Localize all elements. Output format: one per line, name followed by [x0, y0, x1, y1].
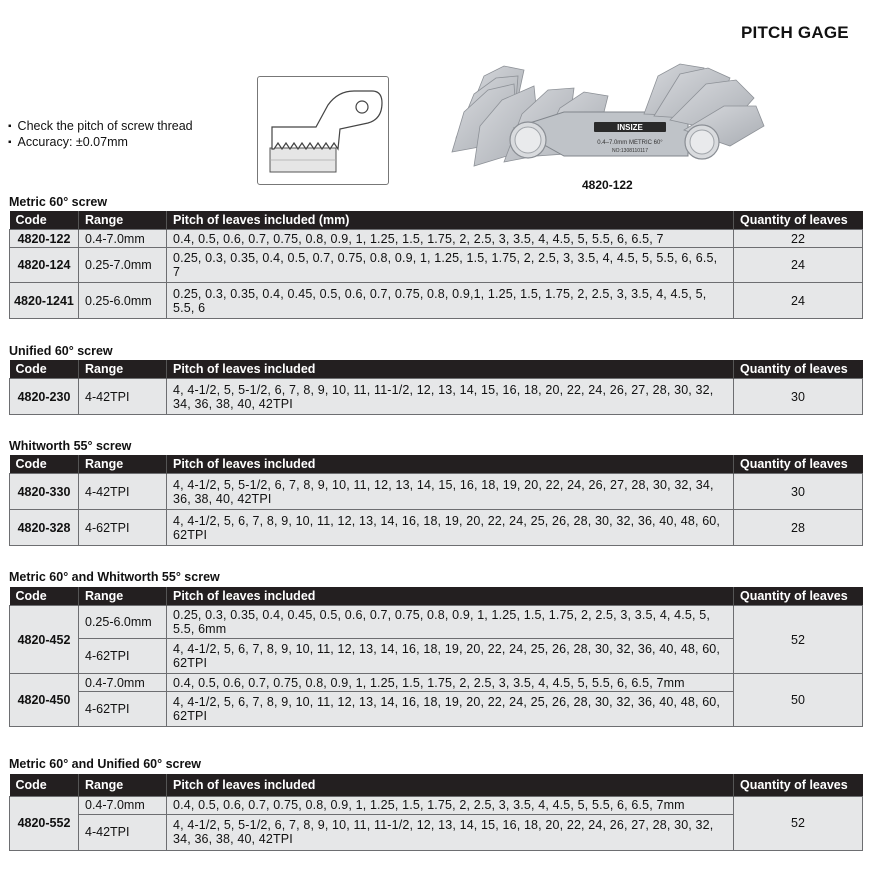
qty-cell: 24: [734, 283, 863, 319]
table-row: [10, 510, 863, 546]
column-header: Pitch of leaves included: [167, 774, 734, 796]
serial-number: NO:1308110117: [612, 148, 648, 154]
section-title: Unified 60° screw: [9, 344, 113, 358]
code-cell: 4820-450: [10, 674, 79, 727]
feature-item: ▪ Check the pitch of screw thread: [8, 119, 193, 135]
range-cell: 4-62TPI: [79, 692, 167, 727]
code-cell: 4820-1241: [10, 283, 79, 319]
qty-cell: 30: [734, 379, 863, 415]
pitch-cell: 0.25, 0.3, 0.35, 0.4, 0.45, 0.5, 0.6, 0.7, 0.75, 0.8, 0.9,1, 1.25, 1.5, 1.75, 2, 2.5, 3, 3.5, 4, 4.5, 5, 5.5, 6: [167, 283, 734, 319]
pitch-cell: 0.4, 0.5, 0.6, 0.7, 0.75, 0.8, 0.9, 1, 1.25, 1.5, 1.75, 2, 2.5, 3, 3.5, 4, 4.5, 5, 5.5, 6, 6.5, 7mm: [167, 796, 734, 814]
section-title: Metric 60° and Unified 60° screw: [9, 757, 202, 771]
column-header: Quantity of leaves: [734, 211, 863, 230]
table-row: [10, 796, 863, 814]
column-header: Code: [10, 455, 79, 474]
table-row: [10, 283, 863, 319]
feature-list: [8, 119, 193, 151]
code-cell: 4820-330: [10, 474, 79, 510]
code-cell: 4820-452: [10, 606, 79, 674]
metric-whitworth-table: [9, 587, 863, 727]
qty-cell: 22: [734, 230, 863, 248]
range-cell: 0.4-7.0mm: [79, 796, 167, 814]
qty-cell: 52: [734, 606, 863, 674]
range-cell: 0.25-6.0mm: [79, 606, 167, 639]
table-row: [10, 379, 863, 415]
code-cell: 4820-552: [10, 796, 79, 850]
table-header-row: [10, 211, 863, 230]
whitworth-table: [9, 455, 863, 546]
page-title: PITCH GAGE: [741, 23, 849, 42]
table-row: [10, 474, 863, 510]
column-header: Quantity of leaves: [734, 587, 863, 606]
column-header: Quantity of leaves: [734, 360, 863, 379]
table-header-row: [10, 774, 863, 796]
table-header-row: [10, 587, 863, 606]
table-row: [10, 230, 863, 248]
code-cell: 4820-122: [10, 230, 79, 248]
pitch-cell: 0.4, 0.5, 0.6, 0.7, 0.75, 0.8, 0.9, 1, 1.25, 1.5, 1.75, 2, 2.5, 3, 3.5, 4, 4.5, 5, 5.5, 6, 6.5, 7mm: [167, 674, 734, 692]
range-cell: 0.4-7.0mm: [79, 230, 167, 248]
column-header: Code: [10, 774, 79, 796]
table-header-row: [10, 455, 863, 474]
column-header: Range: [79, 211, 167, 230]
range-cell: 4-62TPI: [79, 639, 167, 674]
table-row: [10, 674, 863, 692]
column-header: Code: [10, 211, 79, 230]
feature-item: ▪ Accuracy: ±0.07mm: [8, 135, 193, 151]
qty-cell: 50: [734, 674, 863, 727]
table-row: [10, 248, 863, 283]
qty-cell: 24: [734, 248, 863, 283]
pitch-cell: 4, 4-1/2, 5, 6, 7, 8, 9, 10, 11, 12, 13, 14, 16, 18, 19, 20, 22, 24, 25, 26, 28, 30, 32, 36, 40, 48, 60, 62TPI: [167, 510, 734, 546]
column-header: Code: [10, 587, 79, 606]
table-header-row: [10, 360, 863, 379]
range-cell: 4-42TPI: [79, 379, 167, 415]
range-cell: 4-62TPI: [79, 510, 167, 546]
pitch-cell: 0.25, 0.3, 0.35, 0.4, 0.5, 0.7, 0.75, 0.8, 0.9, 1, 1.25, 1.5, 1.75, 2, 2.5, 3, 3.5, 4, 4.5, 5, 5.5, 6, 6.5, 7: [167, 248, 734, 283]
qty-cell: 30: [734, 474, 863, 510]
pitch-cell: 4, 4-1/2, 5, 5-1/2, 6, 7, 8, 9, 10, 11, 12, 13, 14, 15, 16, 18, 19, 20, 22, 24, 26, 27, 28, 30, 32, 34, 36, 38, 40, 42TPI: [167, 474, 734, 510]
range-cell: 0.25-7.0mm: [79, 248, 167, 283]
pitch-gage-photo: [444, 56, 774, 180]
usage-diagram: [257, 76, 389, 185]
pitch-cell: 4, 4-1/2, 5, 6, 7, 8, 9, 10, 11, 12, 13, 14, 16, 18, 19, 20, 22, 24, 25, 26, 28, 30, 32, 36, 40, 48, 60, 62TPI: [167, 692, 734, 727]
column-header: Range: [79, 587, 167, 606]
pitch-cell: 0.25, 0.3, 0.35, 0.4, 0.45, 0.5, 0.6, 0.7, 0.75, 0.8, 0.9, 1, 1.25, 1.5, 1.75, 2, 2.5, 3, 3.5, 4, 4.5, 5, 5.5, 6mm: [167, 606, 734, 639]
column-header: Quantity of leaves: [734, 774, 863, 796]
brand-logo: INSIZE: [617, 123, 643, 132]
code-cell: 4820-230: [10, 379, 79, 415]
photo-caption: 4820-122: [582, 178, 633, 192]
column-header: Pitch of leaves included: [167, 455, 734, 474]
qty-cell: 52: [734, 796, 863, 850]
column-header: Code: [10, 360, 79, 379]
column-header: Range: [79, 360, 167, 379]
pitch-cell: 0.4, 0.5, 0.6, 0.7, 0.75, 0.8, 0.9, 1, 1.25, 1.5, 1.75, 2, 2.5, 3, 3.5, 4, 4.5, 5, 5.5, 6, 6.5, 7: [167, 230, 734, 248]
column-header: Range: [79, 455, 167, 474]
pitch-cell: 4, 4-1/2, 5, 5-1/2, 6, 7, 8, 9, 10, 11, 11-1/2, 12, 13, 14, 15, 16, 18, 20, 22, 24, 26, 27, 28, 30, 32, 34, 36, 38, 40, 42TPI: [167, 814, 734, 850]
range-cell: 0.25-6.0mm: [79, 283, 167, 319]
section-title: Metric 60° and Whitworth 55° screw: [9, 570, 220, 584]
range-cell: 4-42TPI: [79, 814, 167, 850]
section-title: Whitworth 55° screw: [9, 439, 132, 453]
column-header: Quantity of leaves: [734, 455, 863, 474]
leaf-label: 0.4–7.0mm METRIC 60°: [597, 140, 663, 146]
gauge-leaf-diagram-icon: [258, 77, 388, 184]
column-header: Range: [79, 774, 167, 796]
column-header: Pitch of leaves included: [167, 360, 734, 379]
metric-unified-table: [9, 774, 863, 851]
column-header: Pitch of leaves included (mm): [167, 211, 734, 230]
column-header: Pitch of leaves included: [167, 587, 734, 606]
metric-table: [9, 211, 863, 319]
range-cell: 0.4-7.0mm: [79, 674, 167, 692]
section-title: Metric 60° screw: [9, 195, 108, 209]
table-row: [10, 606, 863, 639]
pitch-cell: 4, 4-1/2, 5, 6, 7, 8, 9, 10, 11, 12, 13, 14, 16, 18, 19, 20, 22, 24, 25, 26, 28, 30, 32, 36, 40, 48, 60, 62TPI: [167, 639, 734, 674]
code-cell: 4820-328: [10, 510, 79, 546]
code-cell: 4820-124: [10, 248, 79, 283]
range-cell: 4-42TPI: [79, 474, 167, 510]
qty-cell: 28: [734, 510, 863, 546]
pitch-cell: 4, 4-1/2, 5, 5-1/2, 6, 7, 8, 9, 10, 11, 11-1/2, 12, 13, 14, 15, 16, 18, 20, 22, 24, 26, 27, 28, 30, 32, 34, 36, 38, 40, 42TPI: [167, 379, 734, 415]
unified-table: [9, 360, 863, 415]
